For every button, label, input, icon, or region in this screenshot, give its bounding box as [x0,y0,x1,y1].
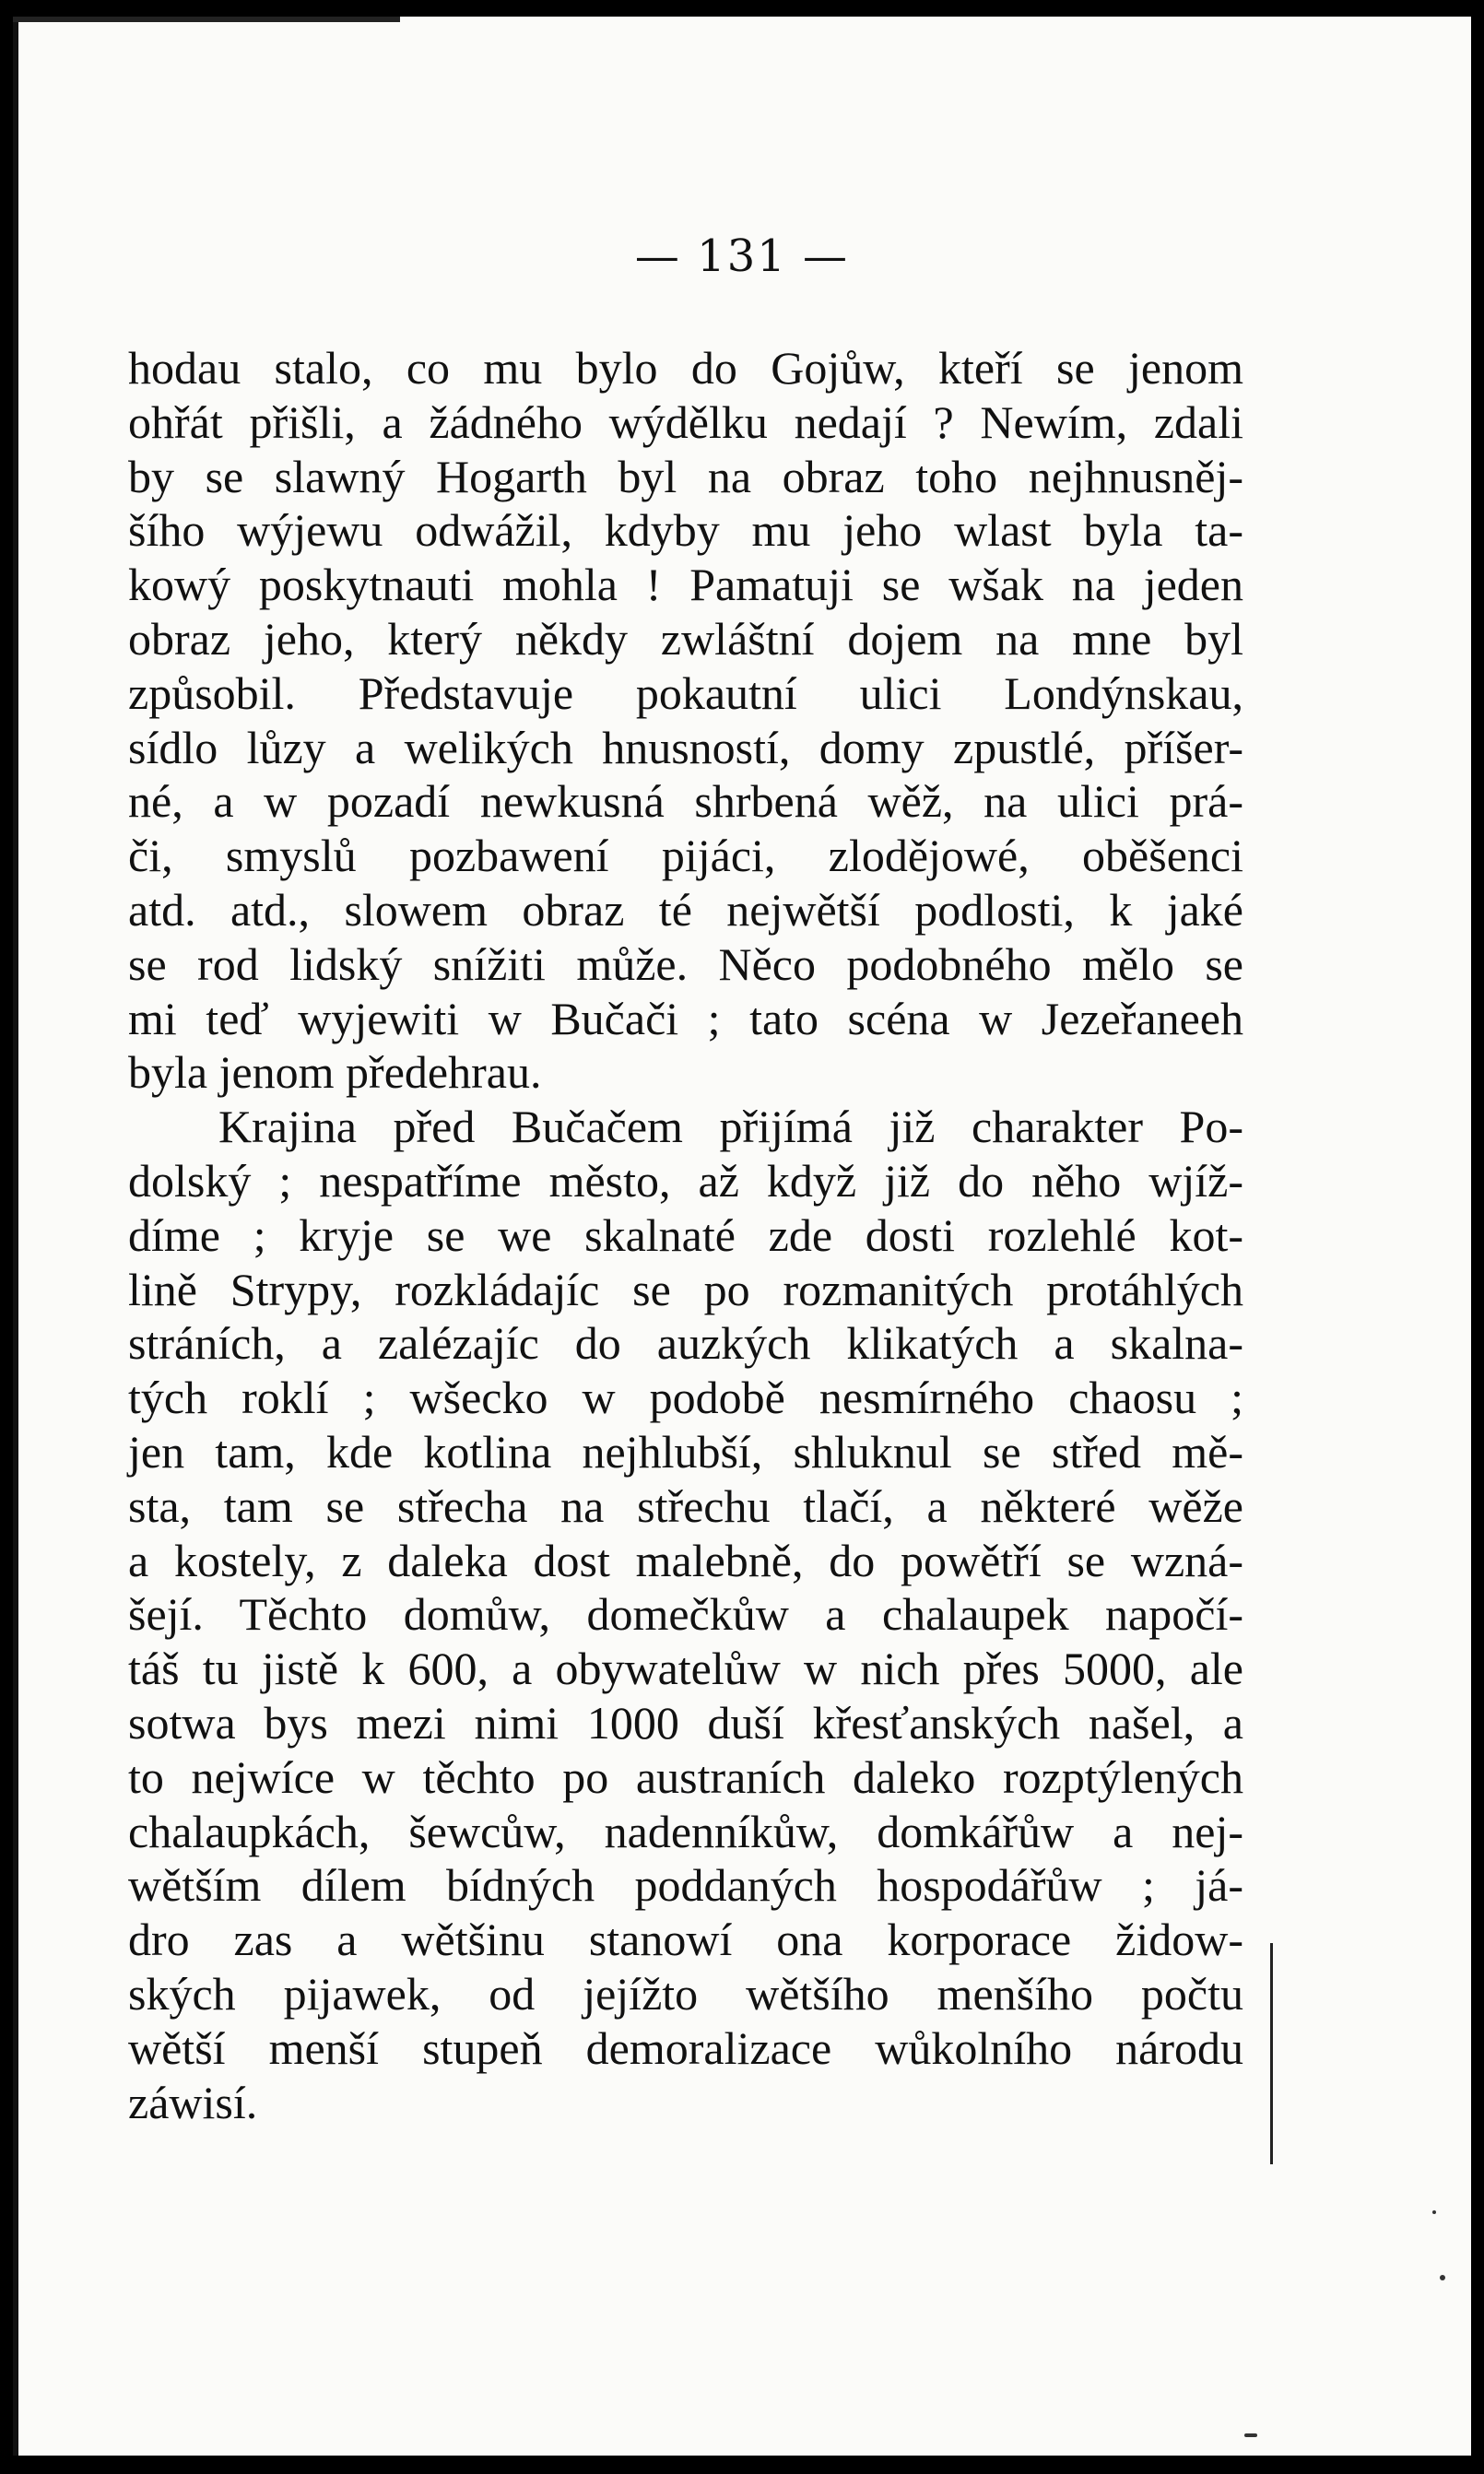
text-line: díme ; kryje se we skalnaté zde dosti rozlehlé kot- [128,1208,1243,1261]
text-line: byla jenom předehrau. [128,1046,542,1099]
text-line: atd. atd., slowem obraz té nejwětší podlosti, k jaké [128,883,1243,936]
text-line: né, a w pozadí newkusná shrbená wěž, na ulici prá- [128,775,1243,828]
text-line: wětší menší stupeň demoralizace wůkolního národu [128,2021,1243,2074]
text-line: dro zas a wětšinu stanowí ona korporace židow- [128,1914,1243,1966]
body-text [128,341,1243,2129]
text-line: kowý poskytnauti mohla ! Pamatuji se wšak na jeden [128,559,1243,611]
paper-speck [1432,2210,1436,2214]
text-line: chalaupkách, šewcůw, nadenníkůw, domkářůw a nej- [128,1805,1243,1857]
text-line: šího wýjewu odwážil, kdyby mu jeho wlast byla ta- [128,504,1243,557]
text-line: způsobil. Představuje pokautní ulici Londýnskau, [128,666,1243,719]
text-line: hodau stalo, co mu bylo do Gojůw, kteří se jenom [128,342,1243,394]
page-number: — 131 — [634,230,850,282]
text-line: jen tam, kde kotlina nejhlubší, shluknul se střed mě- [128,1425,1243,1478]
margin-mark [1270,1943,1273,2164]
book-page [13,17,1471,2456]
text-line: Krajina před Bučačem přijímá již charakter Po- [218,1101,1243,1153]
text-line: sídlo lůzy a welikých hnusností, domy zpustlé, příšer- [128,721,1243,773]
text-line: ských pijawek, od jejížto wětšího menšího počtu [128,1967,1243,2020]
paragraph [128,1100,1243,2129]
text-line: či, smyslů pozbawení pijáci, zlodějowé, oběšenci [128,830,1243,882]
text-line: mi teď wyjewiti w Bučači ; tato scéna w Jezeřaneeh [128,992,1243,1044]
top-edge-mark [13,17,400,22]
text-line: tých roklí ; wšecko w podobě nesmírného chaosu ; [128,1372,1243,1424]
text-line: sta, tam se střecha na střechu tlačí, a některé wěže [128,1479,1243,1532]
text-line: by se slawný Hogarth byl na obraz toho nejhnusněj- [128,450,1243,502]
paragraph [128,341,1243,1100]
page-edge-shadow [13,17,18,2456]
text-line: obraz jeho, který někdy zwláštní dojem na mne byl [128,612,1243,665]
paper-speck [1244,2433,1257,2437]
text-line: dolský ; nespatříme město, až když již do něho wjíž- [128,1154,1243,1207]
text-line: ohřát přišli, a žádného wýdělku nedají ? Newím, zdali [128,395,1243,448]
text-line: lině Strypy, rozkládajíc se po rozmanitých protáhlých [128,1263,1243,1315]
paper-speck [1440,2275,1445,2280]
text-line: to nejwíce w těchto po austraních daleko rozptýlených [128,1750,1243,1803]
text-line: sotwa bys mezi nimi 1000 duší křesťanských našel, a [128,1696,1243,1749]
text-line: záwisí. [128,2076,258,2128]
text-line: táš tu jistě k 600, a obywatelůw w nich přes 5000, ale [128,1643,1243,1695]
text-line: se rod lidský snížiti může. Něco podobného mělo se [128,937,1243,990]
text-line: stráních, a zalézajíc do auzkých klikatých a skalna- [128,1317,1243,1370]
text-line: šejí. Těchto domůw, domečkůw a chalaupek napočí- [128,1588,1243,1641]
text-line: a kostely, z daleka dost malebně, do powětří se wzná- [128,1534,1243,1586]
text-line: wětším dílem bídných poddaných hospodářůw ; já- [128,1859,1243,1912]
